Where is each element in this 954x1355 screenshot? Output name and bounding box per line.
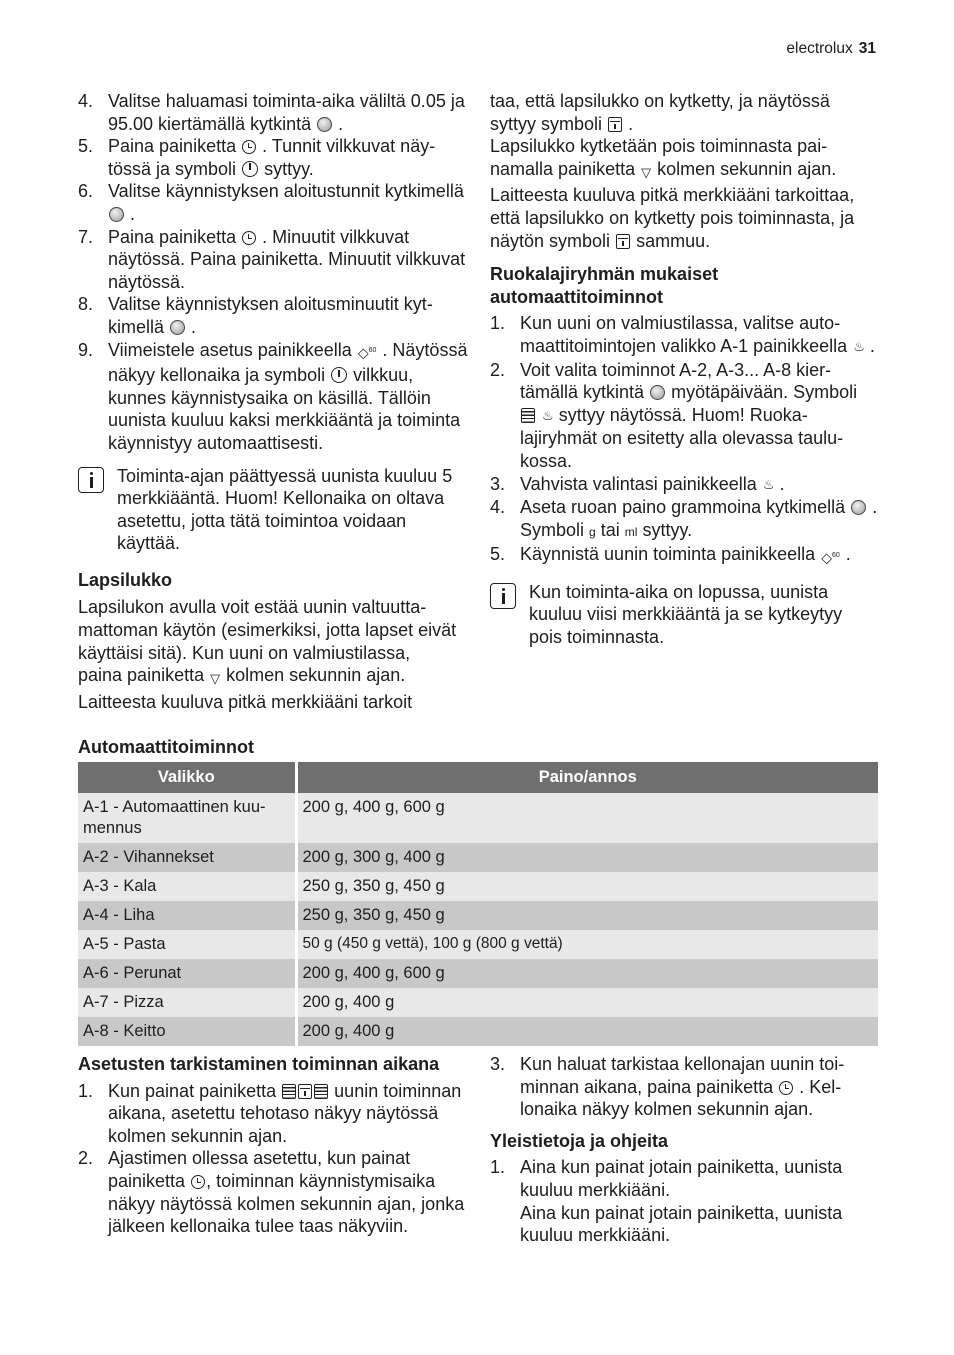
paragraph: Lapsilukon avulla voit estää uunin valtuuttamattoman käytön (esimerkiksi, jotta lapset eivät käyttäisi sitä). Kun uuni on valmiustilassa, [78, 597, 457, 663]
column-header: Valikko [78, 762, 296, 793]
section-title-yleis: Yleistietoja ja ohjeita [490, 1130, 669, 1151]
table-row [78, 988, 878, 1017]
table-cell: 250 g, 350 g, 450 g [296, 901, 878, 930]
list-item: 5. Käynnistä uunin toiminta painikkeella ◇$^{60}$ . [490, 543, 878, 569]
table-row [78, 793, 878, 843]
clock-symbol-icon [242, 161, 258, 177]
clock-icon [242, 140, 256, 154]
list-item: 6. Valitse käynnistyksen aloitustunnit kytkimellä . [78, 181, 464, 224]
table-cell: A-2 - Vihannekset [78, 843, 296, 872]
list-item: 4. Valitse haluamasi toiminta-aika väliltä 0.05 ja 95.00 kiertämällä kytkintä . [78, 91, 465, 134]
list-item: 5. Paina painiketta . Tunnit vilkkuvat näytössä ja symboli syttyy. [78, 136, 436, 179]
lock-icon [608, 117, 622, 132]
unit-ml-symbol: ml [624, 524, 638, 539]
table-cell: A-7 - Pizza [78, 988, 296, 1017]
table-row [78, 1017, 878, 1046]
table-cell: A-8 - Keitto [78, 1017, 296, 1046]
info-note: Kun toiminta-aika on lopussa, uunista kuuluu viisi merkkiääntä ja se kytkeytyy pois toiminnasta. [490, 581, 878, 649]
table-title: Automaattitoiminnot [78, 737, 254, 757]
list-item: 7. Paina painiketta . Minuutit vilkkuvat näytössä. Paina painiketta. Minuutit vilkkuvat näytössä. [78, 226, 466, 292]
table-row [78, 901, 878, 930]
list-item: 2. Ajastimen ollessa asetettu, kun painat painiketta , toiminnan käynnistymisaika näkyy näytössä kolmen sekunnin ajan, jonka jälkeen kellonaika tulee taas näkyviin. [78, 1148, 465, 1237]
table-cell: 200 g, 400 g, 600 g [296, 959, 878, 988]
table-cell: 50 g (450 g vettä), 100 g (800 g vettä) [296, 930, 878, 959]
list-item: 9. Viimeistele asetus painikkeella ◇$^{60}$ . Näytössä näkyy kellonaika ja symboli vilkkuu, kunnes käynnistysaika on käsillä. Tällöin uunista kuuluu kaksi merkkiääntä ja toiminta käynnistyy automaattisesti. [78, 339, 468, 453]
clock-icon [191, 1175, 205, 1189]
brand-name: electrolux [786, 40, 853, 57]
clock-symbol-icon [331, 367, 347, 383]
right-column-top [490, 90, 878, 649]
table-cell: A-5 - Pasta [78, 930, 296, 959]
left-column-top [78, 90, 468, 713]
list-item: 3. Kun haluat tarkistaa kellonajan uunin toiminnan aikana, paina painiketta . Kellonaika näkyy kolmen sekunnin ajan. [490, 1054, 845, 1120]
steam-icon: ♨ [853, 338, 864, 354]
auto-functions-table [78, 762, 878, 1046]
general-steps [490, 1156, 878, 1246]
list-item: 1. Aina kun painat jotain painiketta, uunista kuuluu merkkiääni. Aina kun painat jotain painiketta, uunista kuuluu merkkiääni. [490, 1157, 843, 1246]
table-header-row [78, 762, 878, 793]
left-column-bottom [78, 1053, 468, 1238]
table-cell: 200 g, 400 g [296, 988, 878, 1017]
info-icon [78, 467, 104, 493]
check-steps-cont [490, 1053, 878, 1121]
clock-icon [779, 1081, 793, 1095]
section-title-asetukset: Asetusten tarkistaminen toiminnan aikana [78, 1054, 440, 1074]
paragraph: taa, että lapsilukko on kytketty, ja näytössä syttyy symboli . [490, 91, 830, 134]
shield-icon: ▽ [641, 164, 652, 180]
door-icon [298, 1084, 312, 1099]
start-icon: ◇$^{60}$ [821, 549, 840, 566]
table-cell: A-6 - Perunat [78, 959, 296, 988]
knob-icon [109, 207, 124, 222]
section-title-lapsilukko: Lapsilukko [78, 569, 173, 590]
table-row [78, 930, 878, 959]
paragraph: Lapsilukko kytketään pois toiminnasta painamalla painiketta ▽ kolmen sekunnin ajan. Laitteesta kuuluva pitkä merkkiääni tarkoittaa, että lapsilukko on kytketty pois toiminnasta, ja näytön symboli sammuu. [490, 136, 855, 251]
list-item: 1. Kun uuni on valmiustilassa, valitse automaattitoimintojen valikko A-1 painikkeella ♨ . [490, 312, 878, 358]
table-cell: A-1 - Automaattinen kuumennus [78, 793, 296, 843]
section-title-ruoka: Ruokalajiryhmän mukaiset automaattitoiminnot [490, 264, 719, 307]
table-cell: 200 g, 400 g [296, 1017, 878, 1046]
menu-icon [282, 1084, 296, 1099]
auto-steps [490, 312, 878, 569]
knob-icon [851, 500, 866, 515]
check-steps [78, 1080, 468, 1238]
start-icon: ◇$^{60}$ [357, 344, 377, 361]
table-row [78, 959, 878, 988]
steam-icon: ♨ [762, 476, 774, 492]
table-cell: A-4 - Liha [78, 901, 296, 930]
info-note: Toiminta-ajan päättyessä uunista kuuluu 5 merkkiääntä. Huom! Kellonaika on oltava asetettu, jotta tätä toimintoa voidaan käyttää. [78, 465, 468, 555]
unit-g-symbol: g [589, 524, 596, 539]
clock-icon [242, 231, 256, 245]
list-item: 4. Aseta ruoan paino grammoina kytkimellä . Symboli g tai ml syttyy. [490, 497, 878, 540]
page-number: 31 [858, 40, 876, 57]
list-item: 1. Kun painat painiketta uunin toiminnan aikana, asetettu tehotaso näkyy näytössä kolmen sekunnin ajan. [78, 1080, 462, 1146]
knob-icon [317, 117, 332, 132]
table-cell: A-3 - Kala [78, 872, 296, 901]
list-item: 3. Vahvista valintasi painikkeella ♨ . [490, 473, 878, 497]
table-row [78, 843, 878, 872]
page-header [786, 40, 876, 58]
shield-icon: ▽ [210, 671, 221, 687]
knob-icon [170, 320, 185, 335]
list-item: 2. Voit valita toiminnot A-2, A-3... A-8 kiertämällä kytkintä myötäpäivään. Symboli ♨ syttyy näytössä. Huom! Ruokalajiryhmät on esitetty alla olevassa taulukossa. [490, 359, 858, 471]
paragraph: paina painiketta ▽ kolmen sekunnin ajan. [78, 664, 468, 691]
timer-steps [78, 90, 468, 455]
steam-icon: ♨ [542, 407, 553, 423]
menu-icon [521, 408, 535, 423]
table-cell: 200 g, 300 g, 400 g [296, 843, 878, 872]
grill-icon [314, 1084, 328, 1099]
paragraph: Laitteesta kuuluva pitkä merkkiääni tarkoit [78, 691, 413, 712]
list-item: 8. Valitse käynnistyksen aloitusminuutit kytkimellä . [78, 294, 433, 337]
lock-icon [616, 234, 630, 249]
table-cell: 200 g, 400 g, 600 g [296, 793, 878, 843]
knob-icon [650, 385, 665, 400]
info-icon [490, 583, 516, 609]
column-header: Paino/annos [296, 762, 878, 793]
table-cell: 250 g, 350 g, 450 g [296, 872, 878, 901]
right-column-bottom [490, 1053, 878, 1247]
table-row [78, 872, 878, 901]
